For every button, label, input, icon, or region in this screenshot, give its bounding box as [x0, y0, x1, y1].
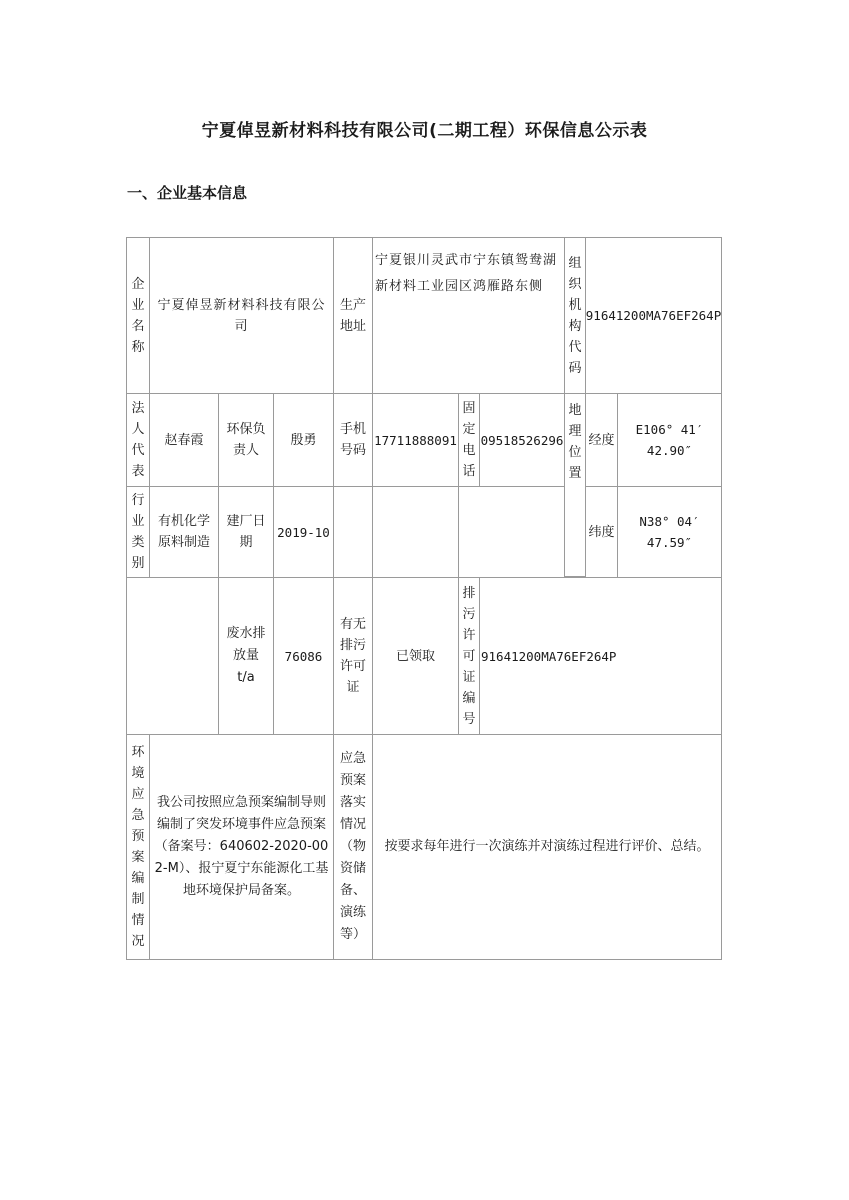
phone-label: 固定电话	[458, 393, 480, 487]
wastewater-label: 废水排放量 t/a	[218, 577, 274, 735]
latitude-value: N38° 04′ 47.59″	[617, 486, 722, 578]
wastewater-value: 76086	[273, 577, 334, 735]
empty-cell	[333, 486, 373, 578]
plan-implementation-value: 按要求每年进行一次演练并对演练过程进行评价、总结。	[372, 734, 722, 960]
empty-cell	[372, 486, 459, 578]
env-responsible-value: 殷勇	[273, 393, 334, 487]
org-code-label: 组织机构代码	[564, 237, 586, 394]
permit-label: 有无排污许可证	[333, 577, 373, 735]
mobile-value: 17711888091	[372, 393, 459, 487]
address-label: 生产地址	[333, 237, 373, 394]
industry-value: 有机化学原料制造	[149, 486, 219, 578]
company-name-label: 企业名称	[126, 237, 150, 394]
build-date-label: 建厂日期	[218, 486, 274, 578]
build-date-value: 2019-10	[273, 486, 334, 578]
env-responsible-label: 环保负责人	[218, 393, 274, 487]
latitude-label: 纬度	[585, 486, 618, 578]
emergency-plan-value: 我公司按照应急预案编制导则编制了突发环境事件应急预案（备案号：640602-2020-002-M）、报宁夏宁东能源化工基地环境保护局备案。	[149, 734, 334, 960]
empty-cell	[126, 577, 219, 735]
plan-implementation-label: 应急预案落实情况（物资储备、演练等）	[333, 734, 373, 960]
empty-cell	[458, 486, 565, 578]
mobile-label: 手机号码	[333, 393, 373, 487]
geo-location-label: 地理位置	[564, 393, 586, 577]
section-heading: 一、企业基本信息	[127, 184, 248, 202]
org-code-value: 91641200MA76EF264P	[585, 237, 722, 394]
permit-number-label: 排污许可证编号	[458, 577, 480, 735]
legal-rep-label: 法人代表	[126, 393, 150, 487]
industry-label: 行业类别	[126, 486, 150, 578]
longitude-value: E106° 41′ 42.90″	[617, 393, 722, 487]
longitude-label: 经度	[585, 393, 618, 487]
permit-number-value: 91641200MA76EF264P	[479, 577, 722, 735]
address-value: 宁夏银川灵武市宁东镇鸳鸯湖新材料工业园区鸿雁路东侧	[372, 237, 565, 394]
emergency-plan-label: 环境应急预案编制情况	[126, 734, 150, 960]
permit-value: 已领取	[372, 577, 459, 735]
phone-value: 09518526296	[479, 393, 565, 487]
document-title: 宁夏倬昱新材料科技有限公司(二期工程）环保信息公示表	[201, 121, 648, 141]
legal-rep-value: 赵春霞	[149, 393, 219, 487]
company-name-value: 宁夏倬昱新材料科技有限公司	[149, 237, 334, 394]
